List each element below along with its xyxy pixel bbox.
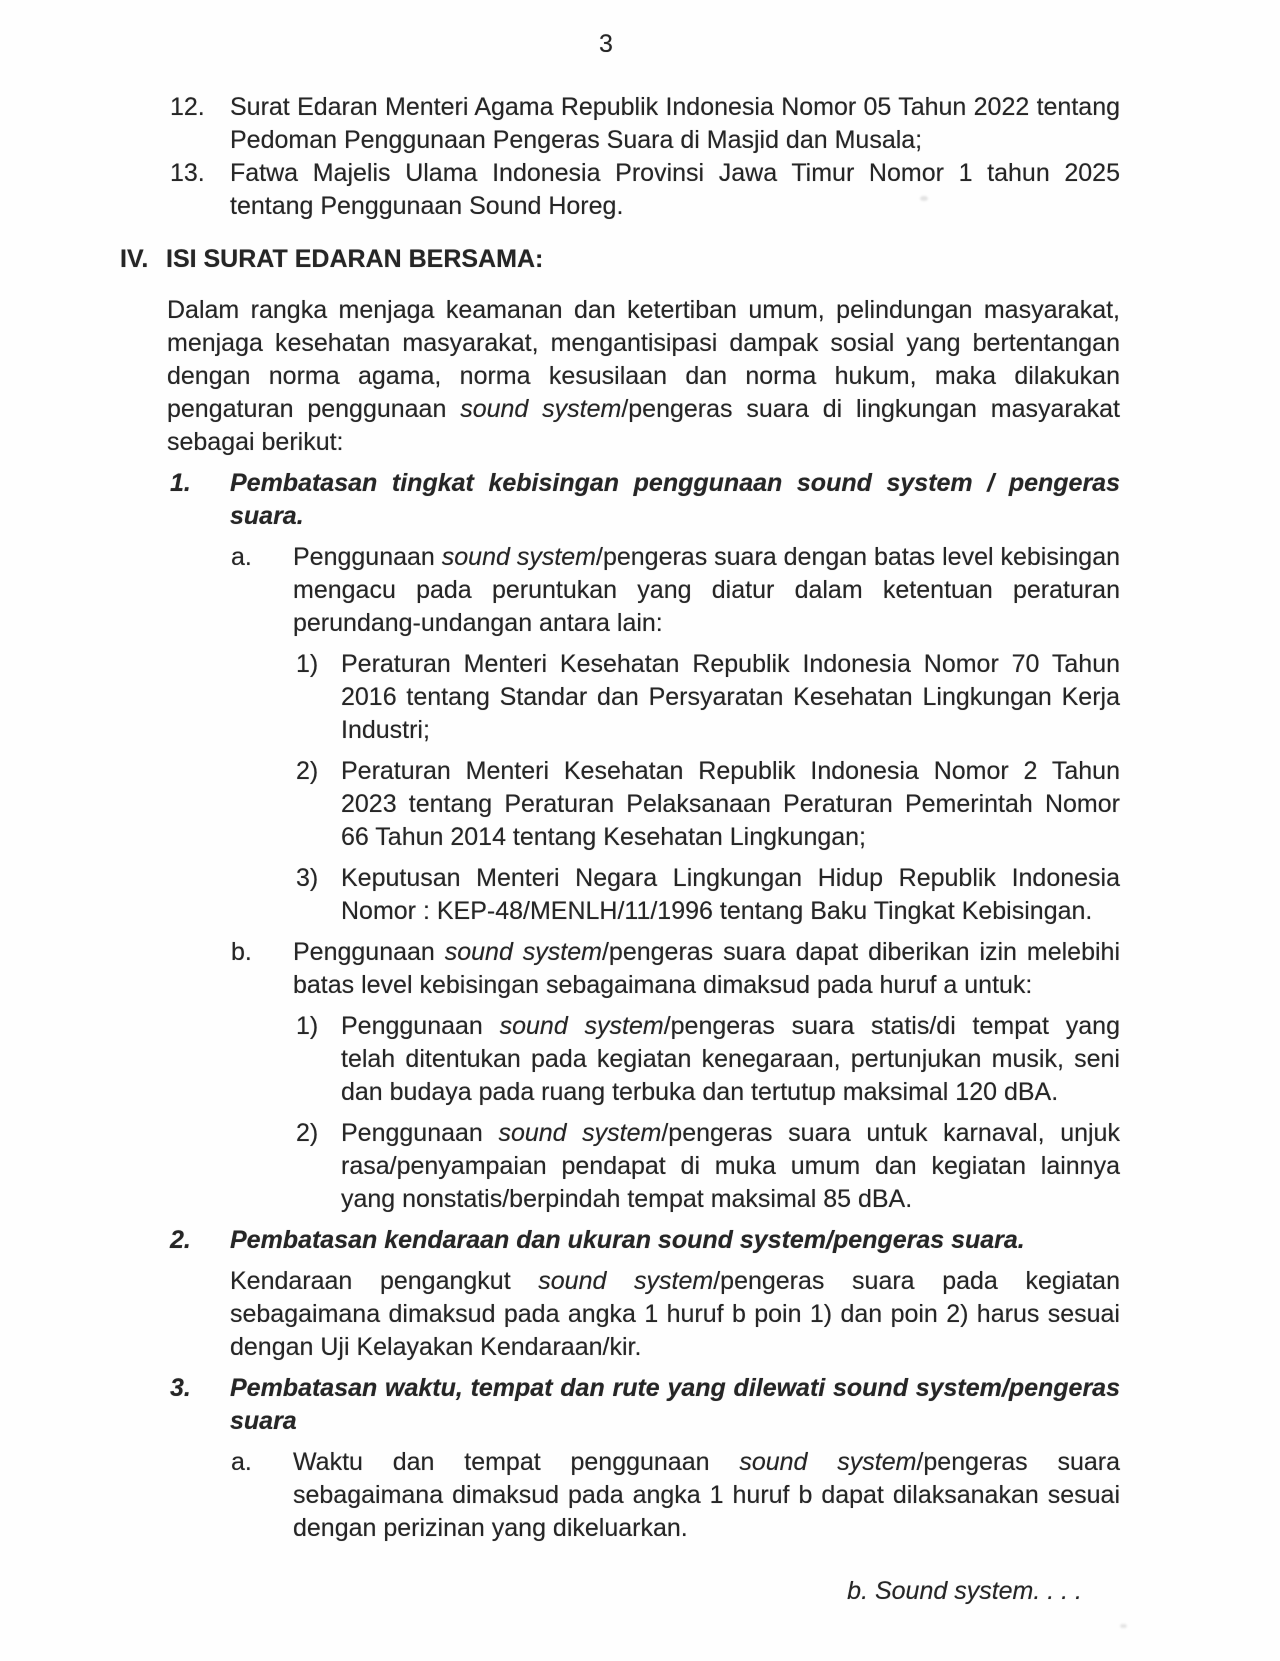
item-text: Fatwa Majelis Ulama Indonesia Provinsi Jawa Timur Nomor 1 tahun 2025 tentang Penggunaan Sound Horeg. (230, 159, 1120, 220)
page-number: 3 (599, 30, 613, 58)
section-title: ISI SURAT EDARAN BERSAMA: (166, 245, 544, 273)
item-heading-text: Pembatasan tingkat kebisingan penggunaan sound system / pengeras suara. (230, 469, 1120, 530)
reference-list (120, 91, 1120, 223)
item-text: Peraturan Menteri Kesehatan Republik Indonesia Nomor 2 Tahun 2023 tentang Peraturan Pelaksanaan Peraturan Pemerintah Nomor 66 Tahun 2014 tentang Kesehatan Lingkungan; (341, 757, 1120, 851)
item-number-label: 3) (296, 864, 319, 892)
item-text: Surat Edaran Menteri Agama Republik Indonesia Nomor 05 Tahun 2022 tentang Pedoman Penggunaan Pengeras Suara di Masjid dan Musala; (230, 93, 1120, 154)
scan-speckle (920, 196, 928, 201)
item-letter-label: b. (231, 938, 252, 966)
item-3-heading (170, 1372, 1120, 1438)
item-1b-sub-2 (296, 1117, 1120, 1216)
item-number-label: 1. (170, 469, 191, 497)
scan-speckle (1120, 1624, 1127, 1628)
item-text: Peraturan Menteri Kesehatan Republik Indonesia Nomor 70 Tahun 2016 tentang Standar dan Persyaratan Kesehatan Lingkungan Kerja Industri; (341, 650, 1120, 744)
item-number-label: 12. (170, 93, 205, 121)
item-text: Waktu dan tempat penggunaan sound system/pengeras suara sebagaimana dimaksud pada angka 1 huruf b dapat dilaksanakan sesuai dengan perizinan yang dikeluarkan. (293, 1448, 1120, 1542)
item-number-label: 2. (170, 1226, 191, 1254)
item-number-label: 13. (170, 159, 205, 187)
item-number-label: 1) (296, 1012, 319, 1040)
item-letter-label: a. (231, 1448, 252, 1476)
item-heading-text: Pembatasan kendaraan dan ukuran sound system/pengeras suara. (230, 1226, 1025, 1254)
item-text: Penggunaan sound system/pengeras suara untuk karnaval, unjuk rasa/penyampaian pendapat di muka umum dan kegiatan lainnya yang nonstatis/berpindah tempat maksimal 85 dBA. (341, 1119, 1120, 1213)
item-number-label: 3. (170, 1374, 191, 1402)
item-heading-text: Pembatasan waktu, tempat dan rute yang dilewati sound system/pengeras suara (230, 1374, 1120, 1435)
item-2-heading (170, 1224, 1120, 1257)
item-number-label: 2) (296, 757, 319, 785)
item-3a (231, 1446, 1120, 1545)
item-letter-label: a. (231, 543, 252, 571)
item-2-body: Kendaraan pengangkut sound system/pengeras suara pada kegiatan sebagaimana dimaksud pada angka 1 huruf b poin 1) dan poin 2) harus sesuai dengan Uji Kelayakan Kendaraan/kir. (230, 1267, 1120, 1361)
item-number-label: 2) (296, 1119, 319, 1147)
item-text: Penggunaan sound system/pengeras suara dengan batas level kebisingan mengacu pada peruntukan yang diatur dalam ketentuan peraturan perundang-undangan antara lain: (293, 543, 1121, 637)
reference-item-12 (170, 91, 1120, 157)
reference-item-13 (170, 157, 1120, 223)
item-1b (231, 936, 1120, 1002)
item-1a-sub-3 (296, 862, 1120, 928)
item-1-heading (170, 467, 1120, 533)
section-intro-paragraph: Dalam rangka menjaga keamanan dan ketertiban umum, pelindungan masyarakat, menjaga kesehatan masyarakat, mengantisipasi dampak sosial yang bertentangan dengan norma agama, norma kesusilaan dan norma hukum, maka dilakukan pengaturan penggunaan sound system/pengeras suara di lingkungan masyarakat sebagai berikut: (167, 296, 1120, 456)
section-number-label: IV. (120, 245, 149, 273)
item-text: Penggunaan sound system/pengeras suara statis/di tempat yang telah ditentukan pada kegiatan kenegaraan, pertunjukan musik, seni dan budaya pada ruang terbuka dan tertutup maksimal 120 dBA. (341, 1012, 1120, 1106)
item-number-label: 1) (296, 650, 319, 678)
item-1a-sub-2 (296, 755, 1120, 854)
item-1a (231, 541, 1120, 640)
item-text: Penggunaan sound system/pengeras suara dapat diberikan izin melebihi batas level kebisingan sebagaimana dimaksud pada huruf a untuk: (293, 938, 1120, 999)
item-1b-sub-1 (296, 1010, 1120, 1109)
catchword-next-page: b. Sound system. . . . (847, 1577, 1082, 1605)
section-iv-heading (120, 243, 1120, 276)
item-text: Keputusan Menteri Negara Lingkungan Hidup Republik Indonesia Nomor : KEP-48/MENLH/11/1996 tentang Baku Tingkat Kebisingan. (341, 864, 1120, 925)
item-1a-sub-1 (296, 648, 1120, 747)
